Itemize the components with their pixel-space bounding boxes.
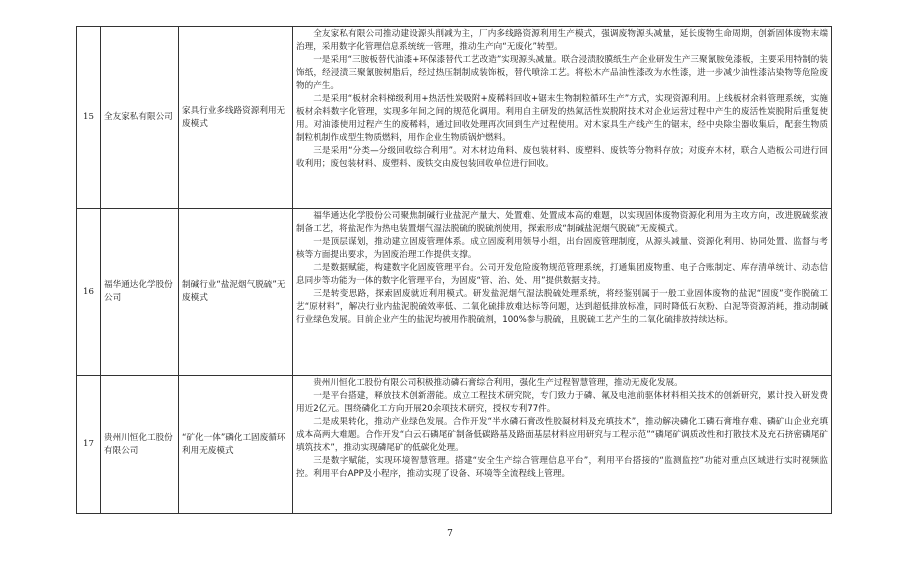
case-description: [293, 27, 832, 209]
row-number: 15: [77, 27, 101, 209]
description-paragraph: 二是成果转化，推动产业绿色发展。合作开发“半水磷石膏改性胶凝材料及充填技术”，推动解决磷化工磷石膏堆存难、磷矿山企业充填成本高两大难题。合作开发“白云石磷尾矿制备低碳路基及路面基层材料应用研究与工程示范”“磷尾矿调质改性和打散技术及充石挤密磷尾矿填筑技术”，推动实现磷尾矿的低碳化处理。: [296, 417, 828, 453]
table-row: [77, 376, 832, 514]
description-paragraph: 二是采用“板材余料梯级利用+热活性炭吸附+废稀料回收+锯末生物制粒循环生产”方式，实现资源利用。上线板材余料管理系统，实施板材余料数字化管理，实现多年间之间的规范化调用。利用自主研发的热氮活性炭脱附技术对企业运营过程中产生的废活性炭脱附后重复使用。对油漆使用过程产生的废稀料，通过回收处理再次回到生产过程使用。对木家具生产线产生的锯末，经中央除尘器收集后，配套生物质制粒机制作成型生物质燃料，用作企业生物质锅炉燃料。: [296, 94, 828, 143]
case-description: [293, 376, 832, 514]
description-paragraph: 一是顶层谋划，推动建立固废管理体系。成立固废利用领导小组，出台固废管理制度，从源头减量、资源化利用、协同处置、监督与考核等方面提出要求，为固废治理工作提供支撑。: [296, 237, 828, 260]
description-paragraph: 三是采用“分类—分级回收综合利用”。对木材边角料、废包装材料、废塑料、废铁等分物料存放；对废弃木材，联合人造板公司进行回收利用；废包装材料、废塑料、废铁交由废包装回收单位进行回收。: [296, 146, 828, 169]
table-row: [77, 209, 832, 376]
mode-title: “矿化一体”磷化工固废循环利用无废模式: [179, 376, 293, 514]
row-number: 16: [77, 209, 101, 376]
description-paragraph: 一是采用“三胺板替代油漆+环保漆替代工艺改造”实现源头减量。联合浸渍胶膜纸生产企业研发生产三聚氰胺免漆板，主要采用特制的装饰纸，经浸渍三聚氰胺树脂后，经过热压制制成装饰板，替代喷涂工艺。将松木产品油性漆改为水性漆，进一步减少油性漆沾染物等危险废物的产生。: [296, 55, 828, 91]
row-number: 17: [77, 376, 101, 514]
description-paragraph: 三是转变思路，探索固废就近利用模式。研发盐泥烟气湿法脱硫处理系统，将经鉴别属于一般工业固体废物的盐泥“固废”变作脱硫工艺“原材料”，解决行业内盐泥脱硫效率低、二氧化硫排放难达标等问题，达到超低排放标准，同时降低石灰粉、白泥等资源消耗，推动制碱行业绿色发展。目前企业产生的盐泥均被用作脱硫剂，100%参与脱硫，且脱硫工艺产生的二氧化硫排放持续达标。: [296, 289, 828, 325]
company-name: 全友家私有限公司: [101, 27, 179, 209]
case-description: [293, 209, 832, 376]
mode-title: 制碱行业“盐泥烟气脱硫”无废模式: [179, 209, 293, 376]
table-row: [77, 27, 832, 209]
company-name: 贵州川恒化工股份有限公司: [101, 376, 179, 514]
description-paragraph: 二是数据赋能，构建数字化固废管理平台。公司开发危险废物规范管理系统，打通集团废物重、电子合账制定、库存清单统计、动态信息同步等功能为一体的数字化管理平台，为固废“管、治、处、用”提供数据支持。: [296, 263, 828, 286]
description-paragraph: 贵州川恒化工股份有限公司积极推动磷石膏综合利用，强化生产过程智慧管理，推动无废化发展。: [313, 378, 683, 388]
company-name: 福华通达化学股份公司: [101, 209, 179, 376]
description-paragraph: 福华通达化学股份公司聚焦制碱行业盐泥产量大、处置难、处置成本高的难题，以实现固体废物资源化利用为主攻方向，改进脱硫浆液制备工艺，将盐泥作为热电装置烟气湿法脱硫的脱硫剂使用，探索形成“制碱盐泥烟气脱硫”无废模式。: [296, 211, 828, 234]
description-paragraph: 三是数字赋能，实现环境智慧管理。搭建“安全生产综合管理信息平台”，利用平台搭接的“监测监控”功能对重点区域进行实时视频监控。利用平台APP及小程序，推动实现了设备、环境等全流程线上管理。: [296, 456, 828, 479]
cases-table: [76, 26, 832, 514]
description-paragraph: 全友家私有限公司推动建设源头削减为主，厂内多线路资源利用生产模式，强调废物源头减量，延长废物生命周期，创新固体废物末端治理，采用数字化管理信息系统统一管理，推动生产向“无废化”转型。: [296, 29, 828, 52]
page-number: 7: [447, 529, 453, 539]
description-paragraph: 一是平台搭建，释放技术创新潜能。成立工程技术研究院，专门致力于磷、氟及电池前驱体材料相关技术的创新研究，累计投入研发费用近2亿元。围绕磷化工方向开展20余项技术研究，授权专利77件。: [296, 391, 828, 414]
mode-title: 家具行业多线路资源利用无废模式: [179, 27, 293, 209]
